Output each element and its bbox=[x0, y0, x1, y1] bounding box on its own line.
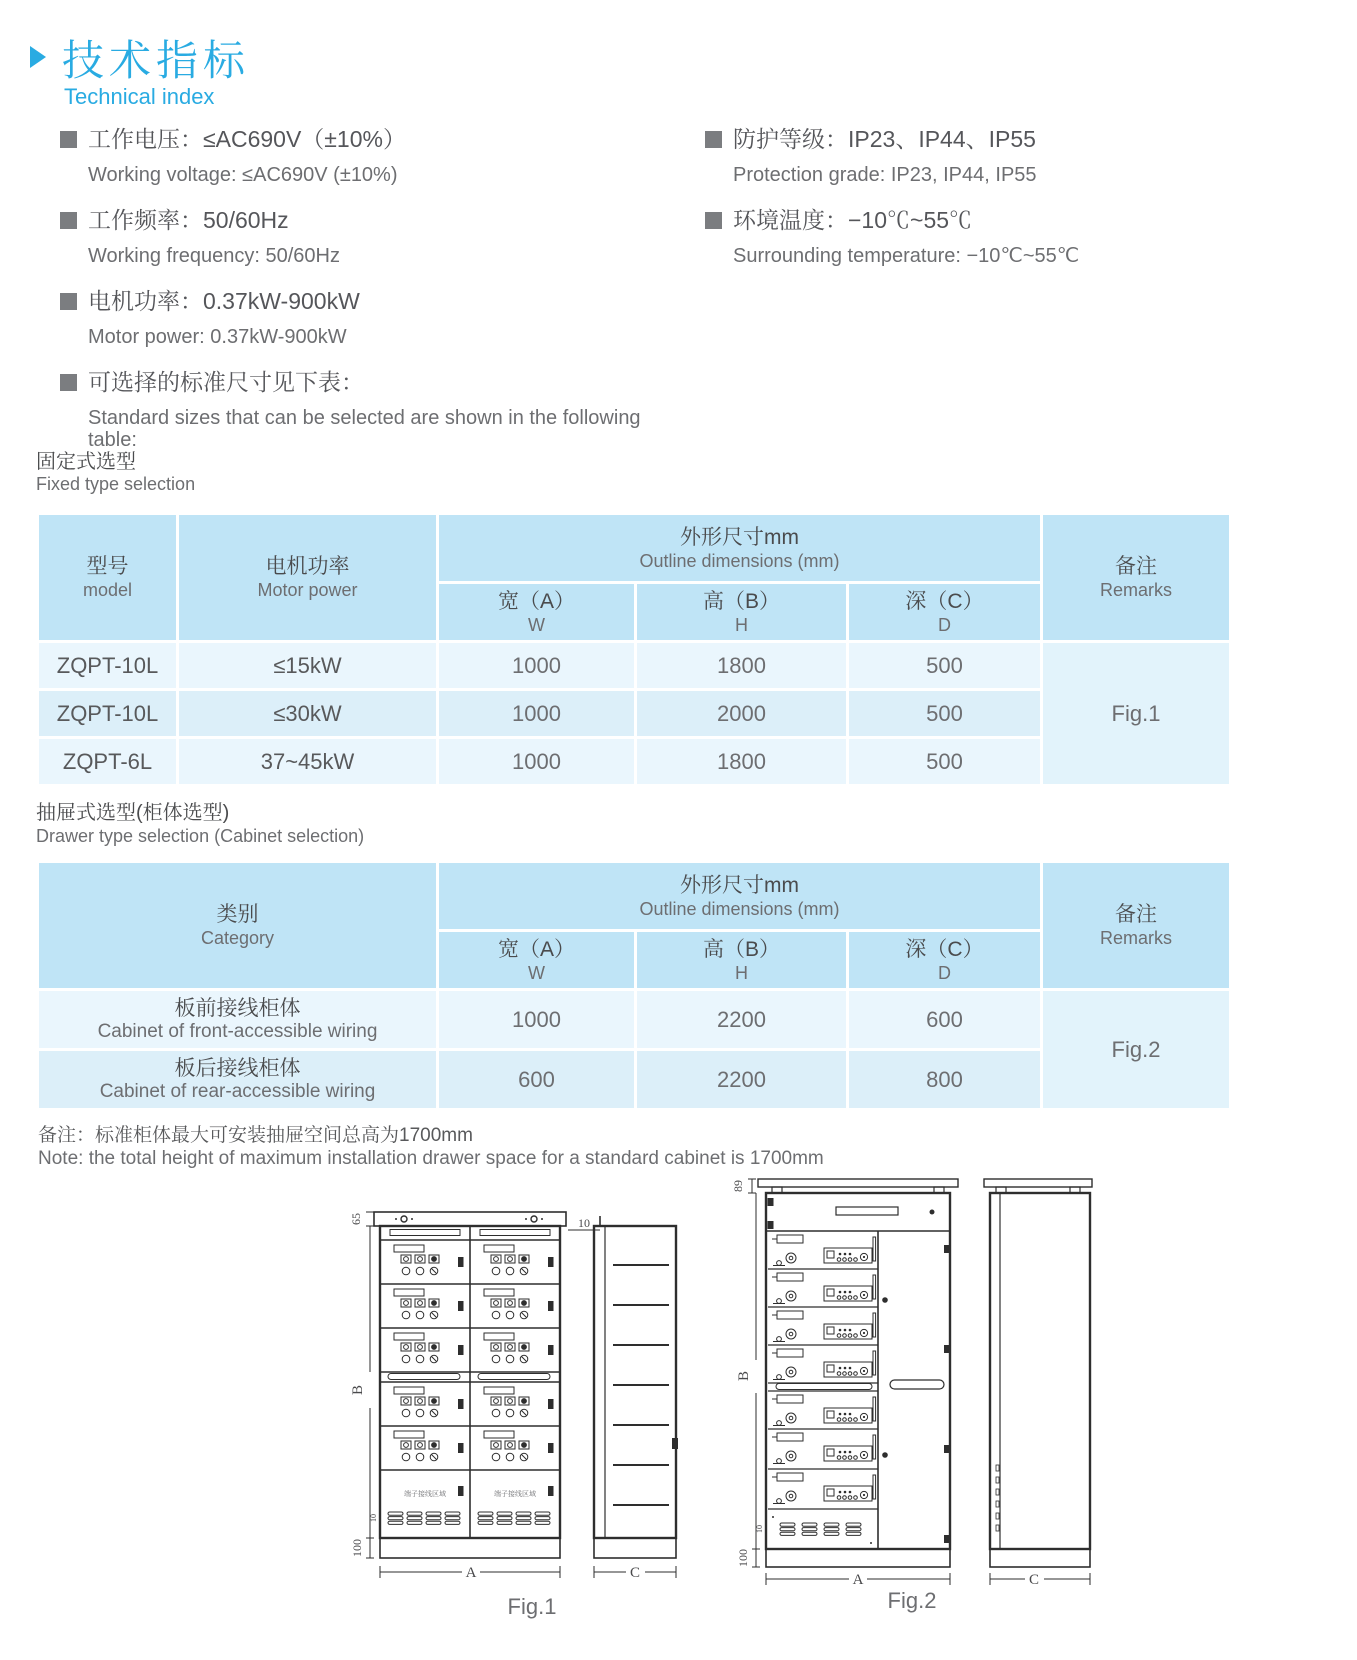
fixed-type-table-wrap bbox=[36, 512, 1229, 787]
spec-cn: 防护等级：IP23、IP44、IP55 bbox=[733, 126, 1036, 152]
cell-depth: 500 bbox=[848, 690, 1042, 738]
specs-left-column bbox=[60, 126, 690, 472]
spec-item-standard-sizes bbox=[60, 369, 690, 451]
fig1-dim-vent-height: 10 bbox=[369, 1514, 378, 1522]
col-header-outline-dimensions: 外形尺寸mm Outline dimensions (mm) bbox=[438, 862, 1042, 931]
cell-remarks: Fig.2 bbox=[1042, 990, 1231, 1110]
bullet-square-icon bbox=[60, 131, 77, 148]
cell-category: 板前接线柜体 Cabinet of front-accessible wiring bbox=[38, 990, 438, 1050]
spec-cn: 工作电压：≤AC690V（±10%） bbox=[88, 126, 406, 152]
col-header-category: 类别 Category bbox=[38, 862, 438, 990]
cell-power: ≤15kW bbox=[178, 642, 438, 690]
cell-depth: 500 bbox=[848, 642, 1042, 690]
spec-cn: 工作频率：50/60Hz bbox=[88, 207, 289, 233]
fig1-drawing bbox=[332, 1200, 732, 1600]
spec-cn: 环境温度：−10℃~55℃ bbox=[733, 207, 973, 233]
table-row bbox=[38, 990, 1231, 1050]
fig1-dim-base-height: 100 bbox=[350, 1539, 364, 1557]
col-header-height: 高（B） H bbox=[636, 931, 848, 990]
spec-item-protection-grade bbox=[705, 126, 1335, 186]
cell-category: 板后接线柜体 Cabinet of rear-accessible wiring bbox=[38, 1050, 438, 1110]
cell-depth: 600 bbox=[848, 990, 1042, 1050]
fig1-terminal-label: 端子接线区域 bbox=[404, 1491, 446, 1498]
table-header-row bbox=[38, 862, 1231, 931]
cell-width: 1000 bbox=[438, 738, 636, 786]
fig2-drawing bbox=[718, 1165, 1108, 1585]
fig1-dim-side-depth: C bbox=[629, 1565, 641, 1581]
fig1-dim-cap-height: 65 bbox=[349, 1213, 363, 1225]
col-header-depth: 深（C） D bbox=[848, 931, 1042, 990]
cell-width: 1000 bbox=[438, 690, 636, 738]
fig2-dim-vent-height: 10 bbox=[755, 1525, 764, 1533]
bullet-square-icon bbox=[60, 212, 77, 229]
fig2-dimensions bbox=[748, 1179, 1090, 1585]
spec-en: Standard sizes that can be selected are shown in the following table: bbox=[88, 407, 641, 451]
spec-en: Surrounding temperature: −10℃~55℃ bbox=[733, 245, 1080, 267]
fig2-dim-cap-height: 89 bbox=[731, 1180, 745, 1192]
cell-height: 1800 bbox=[636, 738, 848, 786]
fixed-section-title: 固定式选型 bbox=[36, 451, 136, 473]
col-header-height: 高（B） H bbox=[636, 583, 848, 642]
col-header-remarks: 备注 Remarks bbox=[1042, 862, 1231, 990]
cell-width: 600 bbox=[438, 1050, 636, 1110]
cell-width: 1000 bbox=[438, 642, 636, 690]
fig1-dimensions bbox=[366, 1212, 676, 1578]
cell-remarks: Fig.1 bbox=[1042, 642, 1231, 786]
drawer-section-subtitle: Drawer type selection (Cabinet selection) bbox=[36, 826, 365, 846]
col-header-width: 宽（A） W bbox=[438, 931, 636, 990]
table-row bbox=[38, 642, 1231, 690]
fig2-side-view bbox=[984, 1179, 1092, 1567]
bullet-square-icon bbox=[60, 374, 77, 391]
page-title: 技术指标 bbox=[62, 37, 251, 84]
drawer-type-table bbox=[36, 860, 1232, 1111]
cell-model: ZQPT-10L bbox=[38, 690, 178, 738]
fixed-section-subtitle: Fixed type selection bbox=[36, 474, 196, 494]
note-cn: 备注：标准柜体最大可安装抽屉空间总高为1700mm bbox=[38, 1125, 473, 1146]
table-header-row bbox=[38, 514, 1231, 583]
cell-height: 2200 bbox=[636, 1050, 848, 1110]
spec-cn: 可选择的标准尺寸见下表： bbox=[88, 369, 364, 395]
fig2-front-view bbox=[758, 1179, 958, 1567]
col-header-depth: 深（C） D bbox=[848, 583, 1042, 642]
cell-height: 2200 bbox=[636, 990, 848, 1050]
col-header-motor-power: 电机功率 Motor power bbox=[178, 514, 438, 642]
spec-en: Working frequency: 50/60Hz bbox=[88, 245, 340, 267]
fig2-caption: Fig.2 bbox=[887, 1588, 937, 1613]
spec-item-motor-power bbox=[60, 288, 690, 348]
cell-model: ZQPT-6L bbox=[38, 738, 178, 786]
spec-cn: 电机功率：0.37kW-900kW bbox=[88, 288, 360, 314]
bullet-square-icon bbox=[60, 293, 77, 310]
fig2-dim-body-height: B bbox=[736, 1370, 752, 1382]
fig1-dim-top-offset: 10 bbox=[578, 1216, 590, 1230]
fig1-front-view bbox=[374, 1212, 566, 1558]
note-en: Note: the total height of maximum installation drawer space for a standard cabinet is 1700mm bbox=[38, 1148, 824, 1169]
spec-en: Motor power: 0.37kW-900kW bbox=[88, 326, 347, 348]
spec-en: Protection grade: IP23, IP44, IP55 bbox=[733, 164, 1037, 186]
fixed-type-table bbox=[36, 512, 1232, 787]
cell-model: ZQPT-10L bbox=[38, 642, 178, 690]
cell-power: 37~45kW bbox=[178, 738, 438, 786]
drawer-section-title: 抽屉式选型(柜体选型) bbox=[36, 802, 230, 824]
col-header-width: 宽（A） W bbox=[438, 583, 636, 642]
spec-item-voltage bbox=[60, 126, 690, 186]
cell-depth: 800 bbox=[848, 1050, 1042, 1110]
bullet-square-icon bbox=[705, 212, 722, 229]
fig1-side-view bbox=[594, 1216, 678, 1558]
cell-power: ≤30kW bbox=[178, 690, 438, 738]
fig1-terminal-label: 端子接线区域 bbox=[494, 1491, 536, 1498]
fig2-dim-base-height: 100 bbox=[736, 1549, 750, 1567]
col-header-outline-dimensions: 外形尺寸mm Outline dimensions (mm) bbox=[438, 514, 1042, 583]
section-arrow-icon bbox=[30, 46, 46, 68]
drawer-type-table-wrap bbox=[36, 860, 1229, 1111]
cell-height: 1800 bbox=[636, 642, 848, 690]
col-header-model: 型号 model bbox=[38, 514, 178, 642]
fig2-dim-side-depth: C bbox=[1028, 1572, 1040, 1585]
cell-depth: 500 bbox=[848, 738, 1042, 786]
col-header-remarks: 备注 Remarks bbox=[1042, 514, 1231, 642]
spec-item-temperature bbox=[705, 207, 1335, 267]
page-subtitle: Technical index bbox=[64, 84, 215, 109]
fig2-dim-front-width: A bbox=[852, 1572, 864, 1585]
cell-width: 1000 bbox=[438, 990, 636, 1050]
cell-height: 2000 bbox=[636, 690, 848, 738]
fig1-caption: Fig.1 bbox=[507, 1594, 557, 1619]
spec-item-frequency bbox=[60, 207, 690, 267]
fig1-dim-front-width: A bbox=[465, 1565, 477, 1581]
specs-right-column bbox=[705, 126, 1335, 288]
bullet-square-icon bbox=[705, 131, 722, 148]
spec-en: Working voltage: ≤AC690V (±10%) bbox=[88, 164, 398, 186]
fig1-dim-body-height: B bbox=[350, 1384, 366, 1396]
